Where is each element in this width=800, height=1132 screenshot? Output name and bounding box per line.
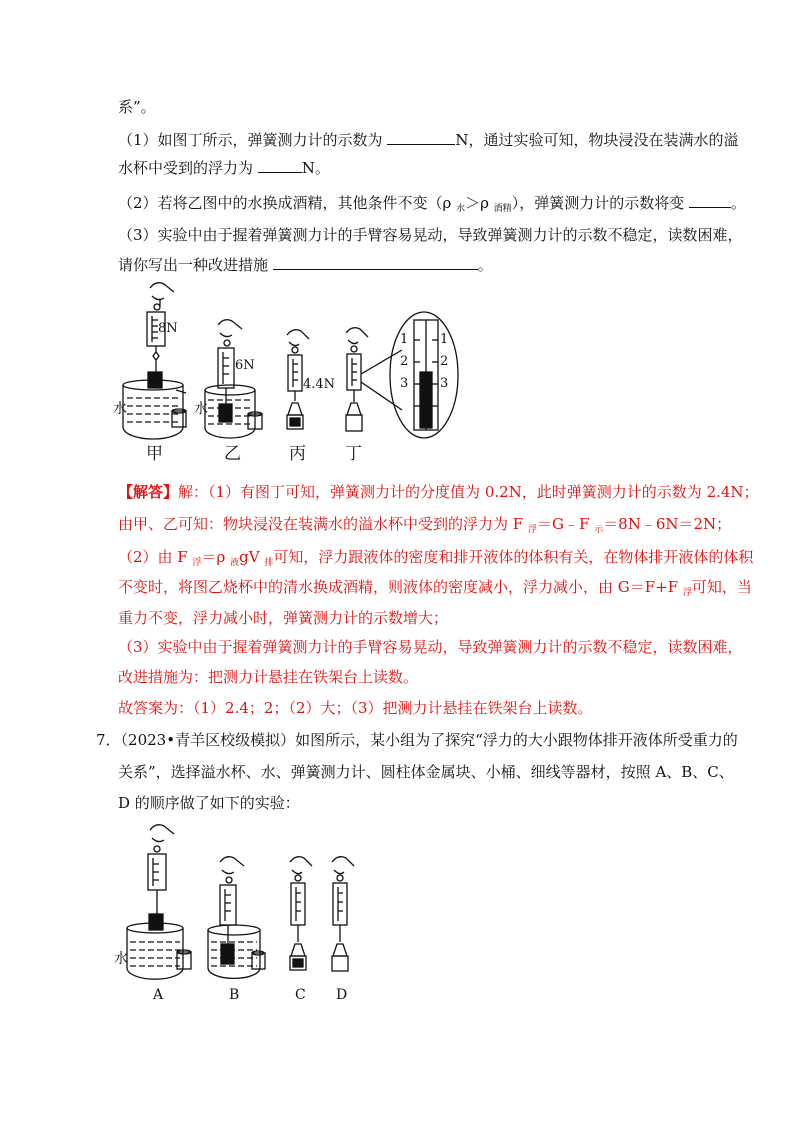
q6-part3-line1: （3）实验中由于握着弹簧测力计的手臂容易晃动，导致弹簧测力计的示数不稳定，读数困难， [118, 226, 743, 244]
scale-tick-3-right: 3 [440, 376, 449, 391]
subscript-displaced: 排 [264, 558, 274, 568]
subscript-alcohol: 酒精 [493, 204, 512, 214]
answer-text-4b: 可知，当 [691, 578, 752, 596]
q6-part3-text-b: 请你写出一种改进措施 [118, 256, 273, 274]
q6-part2-text-a: （2）若将乙图中的水换成酒精，其他条件不变（ρ [118, 194, 457, 212]
q6-part1-text-b: N，通过实验可知，物块浸没在装满水的溢 [455, 131, 739, 149]
q6-part1-text-c: 水杯中受到的浮力为 [118, 159, 258, 177]
answer-text-3a: （2）由 F [118, 548, 193, 566]
scale-tick-2-right: 2 [440, 354, 449, 369]
scale-tick-1-left: 1 [400, 332, 409, 347]
q6-part3-text-c: 。 [477, 256, 493, 274]
caption-jia: 甲 [146, 444, 163, 464]
figure2-setup-c [290, 857, 312, 970]
answer-tag: 【解答】 [118, 483, 179, 501]
caption-b: B [229, 987, 240, 1003]
caption-bing: 丙 [289, 444, 306, 464]
q7-line-3: D 的顺序做了如下的实验： [118, 794, 300, 812]
answer-text-2b: ＝G﹣F [536, 515, 595, 533]
q6-part2-text-b: ＞ρ [465, 194, 494, 212]
answer-text-3d: 可知，浮力跟液体的密度和排开液体的体积有关，在物体排开液体的体积 [273, 548, 754, 566]
caption-ding: 丁 [345, 444, 362, 464]
answer-text-2c: ＝8N﹣6N＝2N； [603, 515, 732, 533]
caption-c: C [295, 987, 306, 1003]
subscript-buoyancy-2: 浮 [192, 558, 202, 568]
subscript-reading: 示 [594, 525, 604, 535]
q6-part2-text-c: ），弹簧测力计的示数将变 [511, 194, 690, 212]
reading-jia: 8N [158, 321, 178, 336]
scale-tick-1-right: 1 [440, 332, 449, 347]
figure2-setup-b [208, 857, 265, 979]
q7-line-2: 关系”，选择溢水杯、水、弹簧测力计、圆柱体金属块、小桶、细线等器材，按照 A、B、C、 [118, 763, 734, 781]
answer-text-2a: 由甲、乙可知：物块浸没在装满水的溢水杯中受到的浮力为 F [118, 515, 528, 533]
water-label-jia: 水 [113, 401, 127, 417]
q6-part2-text-d: 。 [731, 194, 747, 212]
q6-part1-text-a: （1）如图丁所示，弹簧测力计的示数为 [118, 131, 388, 149]
final-answer: 故答案为：（1）2.4；2；（2）大；（3）把测力计悬挂在铁架台上读数。 [118, 699, 593, 717]
subscript-liquid: 液 [230, 558, 240, 568]
caption-d: D [336, 987, 348, 1003]
water-label-a: 水 [114, 951, 128, 967]
figure2-setup-d [332, 857, 354, 971]
answer-text-3b: ＝ρ [201, 548, 231, 566]
q7-line-1: 7．（2023•青羊区校级模拟）如图所示，某小组为了探究“浮力的大小跟物体排开液体所受重力的 [96, 731, 738, 749]
scale-tick-3-left: 3 [400, 376, 409, 391]
caption-yi: 乙 [224, 444, 241, 464]
scale-tick-2-left: 2 [400, 354, 409, 369]
subscript-buoyancy: 浮 [527, 525, 537, 535]
subscript-buoyancy-3: 浮 [682, 588, 692, 598]
answer-text-1: 解：（1）有图丁可知，弹簧测力计的分度值为 0.2N，此时弹簧测力计的示数为 2.4N； [178, 483, 759, 501]
caption-a: A [153, 987, 164, 1003]
answer-line-5: 重力不变，浮力减小时，弹簧测力计的示数增大； [118, 609, 449, 627]
answer-line-6: （3）实验中由于握着弹簧测力计的手臂容易晃动，导致弹簧测力计的示数不稳定，读数困难， [118, 638, 743, 656]
reading-yi: 6N [235, 358, 255, 373]
reading-bing: 4.4N [303, 377, 336, 392]
answer-text-3c: gV [239, 548, 265, 566]
subscript-water: 水 [456, 204, 466, 214]
answer-text-4a: 不变时，将图乙烧杯中的清水换成酒精，则液体的密度减小，浮力减小，由 G＝F+F [118, 578, 683, 596]
q6-line-continuation: 系”。 [118, 98, 156, 116]
water-label-yi: 水 [194, 401, 208, 417]
q6-part1-text-d: N。 [301, 159, 330, 177]
answer-line-7: 改进措施为：把测力计悬挂在铁架台上读数。 [118, 668, 419, 686]
figure2-setup-a [127, 825, 191, 980]
